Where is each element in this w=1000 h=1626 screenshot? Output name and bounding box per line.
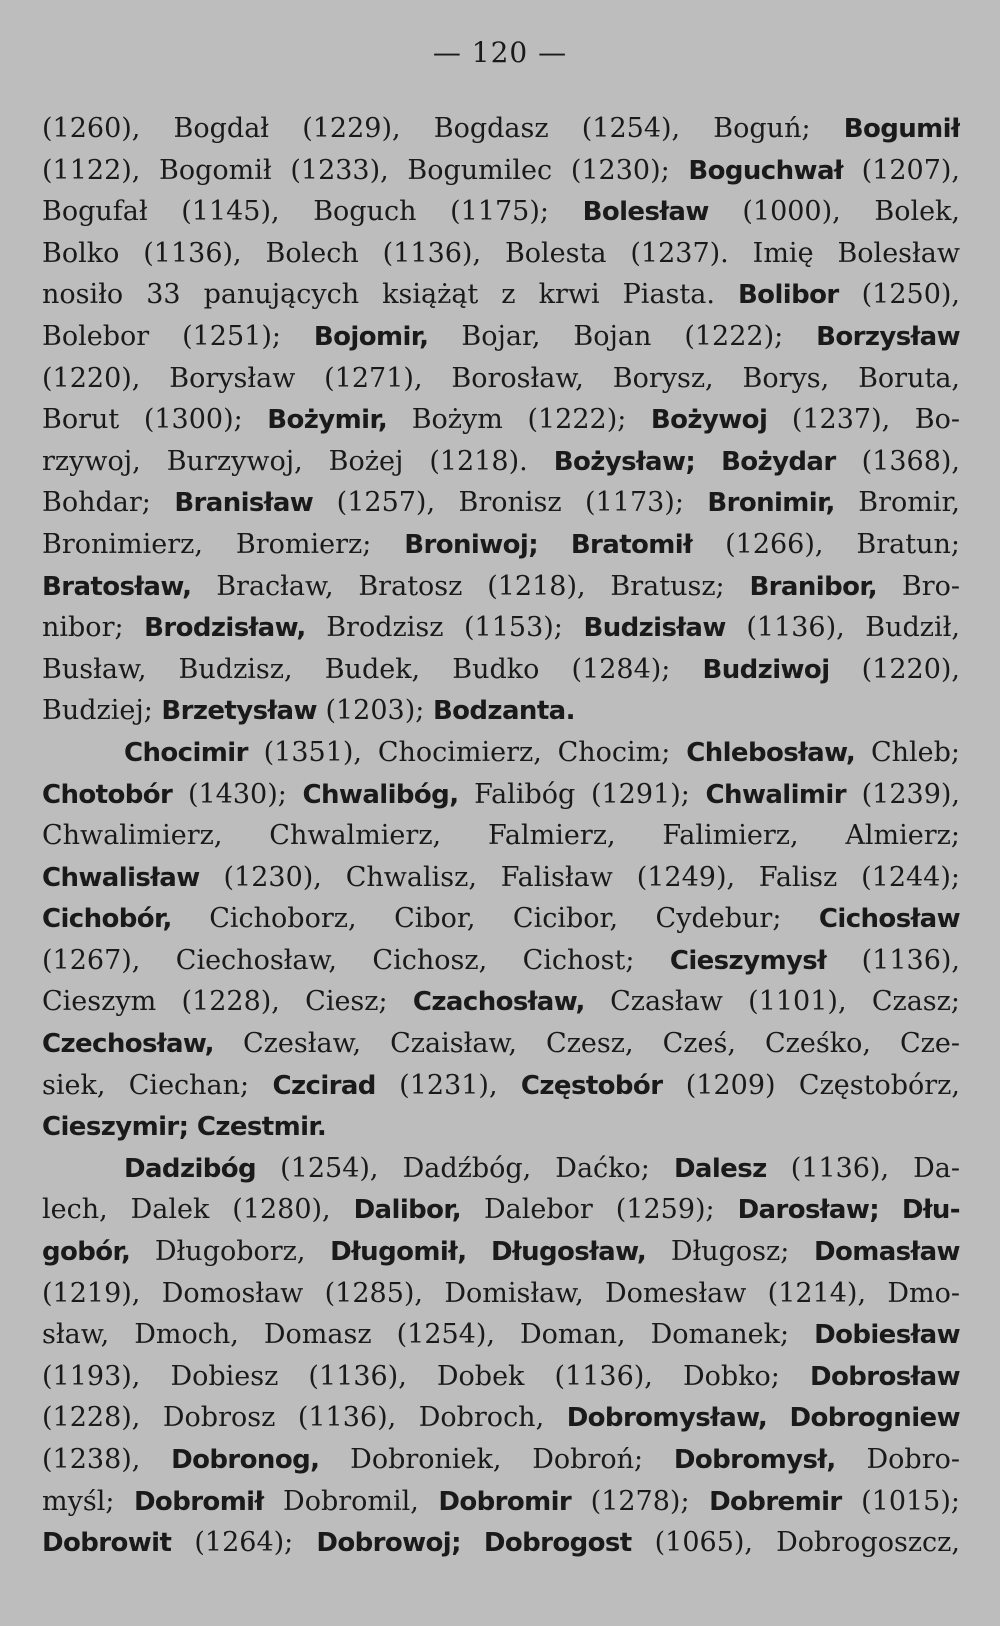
name-entry-bold: Dobrosław <box>809 1361 960 1392</box>
text-run: Długosz; <box>646 1236 814 1268</box>
text-line <box>42 1148 960 1190</box>
name-entry-bold: Dalibor, <box>353 1195 462 1226</box>
name-entry-bold: Bożywoj <box>650 405 768 436</box>
name-entry-bold: Dobronog, <box>171 1445 320 1475</box>
name-entry-bold: Bożysław; Bożydar <box>553 446 836 477</box>
text-line <box>42 1106 960 1148</box>
name-entry-bold: Bronimir, <box>707 488 835 519</box>
text-run: (1257), Bronisz (1173); <box>313 487 708 519</box>
text-run: Bojar, Bojan (1222); <box>428 320 817 352</box>
text-line <box>42 1314 960 1356</box>
text-line <box>42 233 960 275</box>
text-run: Cichoborz, Cibor, Cicibor, Cydebur; <box>171 903 819 935</box>
text-run: (1278); <box>571 1485 710 1517</box>
text-run: (1207), <box>842 154 960 186</box>
text-line <box>42 1231 960 1273</box>
text-run: (1231), <box>375 1069 521 1101</box>
text-line <box>42 482 960 524</box>
text-line <box>42 1189 960 1231</box>
name-entry-bold: Chlebosław, <box>686 737 856 768</box>
text-run: Długoborz, <box>130 1236 331 1268</box>
name-entry-bold: Chotobór <box>42 779 173 810</box>
text-line <box>42 774 960 816</box>
text-run: (1220), <box>829 653 960 685</box>
name-entry-bold: Branibor, <box>749 571 878 602</box>
text-run: Cieszym (1228), Ciesz; <box>42 986 413 1018</box>
name-entry-bold: Domasław <box>814 1237 960 1268</box>
name-entry-bold: Dobromir <box>438 1486 572 1517</box>
name-entry-bold: Broniwoj; Bratomił <box>404 529 693 560</box>
text-run: Bożym (1222); <box>387 404 651 436</box>
name-entry-bold: Budziwoj <box>702 654 830 685</box>
text-line <box>42 524 960 566</box>
text-run: (1219), Domosław (1285), Domisław, Domesław (1214), Dmo- <box>42 1277 960 1309</box>
text-run: (1250), <box>838 279 960 311</box>
text-line <box>42 1273 960 1315</box>
text-run: nibor; <box>42 612 145 644</box>
text-run: Dobroniek, Dobroń; <box>319 1444 674 1475</box>
name-entry-bold: Darosław; Dłu- <box>737 1195 960 1226</box>
text-run: (1203); <box>316 695 433 727</box>
name-entry-bold: Bogumił <box>843 114 960 144</box>
text-line <box>42 815 960 857</box>
name-entry-bold: Bolesław <box>582 197 709 228</box>
name-list-text <box>42 108 960 1564</box>
text-line <box>42 441 960 483</box>
text-line <box>42 898 960 940</box>
text-line <box>42 690 960 732</box>
text-line <box>42 732 960 774</box>
text-line <box>42 649 960 691</box>
text-run: (1230), Chwalisz, Falisław (1249), Falisz (1244); <box>199 861 960 893</box>
text-run: (1220), Borysław (1271), Borosław, Borysz, Borys, Boruta, <box>42 362 960 394</box>
text-run: (1228), Dobrosz (1136), Dobroch, <box>42 1402 567 1434</box>
text-run: Bohdar; <box>42 487 175 519</box>
text-run: (1193), Dobiesz (1136), Dobek (1136), Dobko; <box>42 1360 810 1392</box>
text-run: (1267), Ciechosław, Cichosz, Cichost; <box>42 944 670 976</box>
text-line <box>42 940 960 982</box>
text-run: sław, Dmoch, Domasz (1254), Doman, Domanek; <box>42 1319 815 1351</box>
text-line <box>42 981 960 1023</box>
name-entry-bold: Dobrowoj; Dobrogost <box>316 1528 632 1559</box>
name-entry-bold: Budzisław <box>583 613 726 644</box>
text-run: Falibóg (1291); <box>458 778 706 810</box>
text-run: (1015); <box>841 1485 960 1517</box>
name-entry-bold: Bożymir, <box>267 405 388 436</box>
text-run: Bromir, <box>834 487 960 519</box>
name-entry-bold: Cieszymysł <box>669 945 827 976</box>
text-run: (1264); <box>171 1527 317 1559</box>
text-line <box>42 316 960 358</box>
text-run: Czasław (1101), Czasz; <box>584 986 960 1018</box>
text-run: (1136), Budził, <box>725 612 960 644</box>
text-run: Budziej; <box>42 695 162 727</box>
text-run: (1368), <box>835 445 960 477</box>
text-line <box>42 358 960 400</box>
text-run: (1136), Da- <box>766 1152 960 1184</box>
name-entry-bold: Dobremir <box>709 1486 842 1517</box>
text-run: (1000), Bolek, <box>708 196 960 228</box>
name-entry-bold: Chocimir <box>124 737 248 768</box>
text-run: (1237), Bo- <box>767 404 960 436</box>
name-entry-bold: Czechosław, <box>42 1029 214 1060</box>
text-run: (1065), Dobrogoszcz, <box>631 1527 960 1559</box>
page-number: — 120 — <box>432 36 568 69</box>
name-entry-bold: Dobromysł, <box>673 1445 836 1475</box>
text-run: (1260), Bogdał (1229), Bogdasz (1254), Boguń; <box>42 113 844 144</box>
text-line <box>42 1481 960 1523</box>
text-run: Bolko (1136), Bolech (1136), Bolesta (1237). Imię Bolesław <box>42 237 960 269</box>
text-run: (1136), <box>826 944 960 976</box>
text-run: (1122), Bogomił (1233), Bogumilec (1230); <box>42 154 689 186</box>
name-entry-bold: Cichosław <box>818 904 960 935</box>
text-run: lech, Dalek (1280), <box>42 1194 354 1226</box>
name-entry-bold: Chwalibóg, <box>302 779 459 810</box>
name-entry-bold: Czcirad <box>272 1070 376 1101</box>
text-run: Bronimierz, Bromierz; <box>42 528 405 560</box>
name-entry-bold: Dadzibóg <box>124 1153 257 1184</box>
name-entry-bold: Dobromił <box>133 1486 264 1517</box>
text-run: (1238), <box>42 1444 172 1475</box>
text-run: Bogufał (1145), Boguch (1175); <box>42 196 583 228</box>
name-entry-bold: Częstobór <box>520 1070 663 1101</box>
name-entry-bold: gobór, <box>42 1237 131 1268</box>
text-line <box>42 1065 960 1107</box>
name-entry-bold: Dobromysław, Dobrogniew <box>566 1403 960 1434</box>
text-run: (1351), Chocimierz, Chocim; <box>247 736 687 768</box>
name-entry-bold: Dalesz <box>673 1153 767 1184</box>
text-run: nosiło 33 panujących książąt z krwi Piasta. <box>42 279 738 311</box>
text-line <box>42 1356 960 1398</box>
text-run: Bracław, Bratosz (1218), Bratusz; <box>191 570 750 602</box>
text-run: (1254), Dadźbóg, Daćko; <box>256 1152 674 1184</box>
text-run: (1209) Częstobórz, <box>662 1069 960 1101</box>
name-entry-bold: Brodzisław, <box>144 613 306 644</box>
name-entry-bold: Chwalisław <box>42 862 200 893</box>
name-entry-bold: Dobiesław <box>814 1320 960 1351</box>
name-entry-bold: Bolibor <box>737 280 839 311</box>
name-entry-bold: Cichobór, <box>42 904 172 935</box>
text-run: siek, Ciechan; <box>42 1069 273 1101</box>
text-run: Borut (1300); <box>42 404 268 436</box>
text-line <box>42 566 960 608</box>
text-line <box>42 191 960 233</box>
name-entry-bold: Boguchwał <box>688 155 843 186</box>
name-entry-bold: Bodzanta. <box>432 696 575 727</box>
text-run: Dobromil, <box>263 1485 439 1517</box>
name-entry-bold: Bratosław, <box>42 571 192 602</box>
text-run: Bro- <box>877 570 960 602</box>
text-run: (1239), <box>845 778 960 810</box>
text-line <box>42 1522 960 1564</box>
name-entry-bold: Borzysław <box>816 321 960 352</box>
name-entry-bold: Długomił, Długosław, <box>330 1237 647 1268</box>
name-entry-bold: Czachosław, <box>412 987 585 1018</box>
text-line <box>42 399 960 441</box>
text-line <box>42 1397 960 1439</box>
text-run: rzywoj, Burzywoj, Bożej (1218). <box>42 445 554 477</box>
text-run: Czesław, Czaisław, Czesz, Cześ, Cześko, Cze- <box>213 1028 960 1060</box>
text-line <box>42 150 960 192</box>
text-run: Busław, Budzisz, Budek, Budko (1284); <box>42 653 703 685</box>
text-line <box>42 1439 960 1481</box>
text-run: Dobro- <box>835 1444 960 1475</box>
name-entry-bold: Chwalimir <box>705 779 846 810</box>
text-run: Chwalimierz, Chwalmierz, Falmierz, Falimierz, Almierz; <box>42 820 960 852</box>
text-line <box>42 1023 960 1065</box>
text-run: Chleb; <box>855 736 960 768</box>
text-run: (1430); <box>172 778 303 810</box>
name-entry-bold: Dobrowit <box>42 1528 172 1559</box>
text-line <box>42 108 960 150</box>
text-line <box>42 274 960 316</box>
text-run: Bolebor (1251); <box>42 320 314 352</box>
text-run: Dalebor (1259); <box>461 1194 738 1226</box>
name-entry-bold: Branisław <box>174 488 314 519</box>
name-entry-bold: Brzetysław <box>161 696 317 727</box>
text-run: myśl; <box>42 1485 134 1517</box>
text-line <box>42 607 960 649</box>
name-entry-bold: Bojomir, <box>313 321 429 352</box>
text-run: Brodzisz (1153); <box>305 612 584 644</box>
text-run: (1266), Bratun; <box>692 528 960 560</box>
name-entry-bold: Cieszymir; Czestmir. <box>42 1112 327 1143</box>
text-line <box>42 857 960 899</box>
